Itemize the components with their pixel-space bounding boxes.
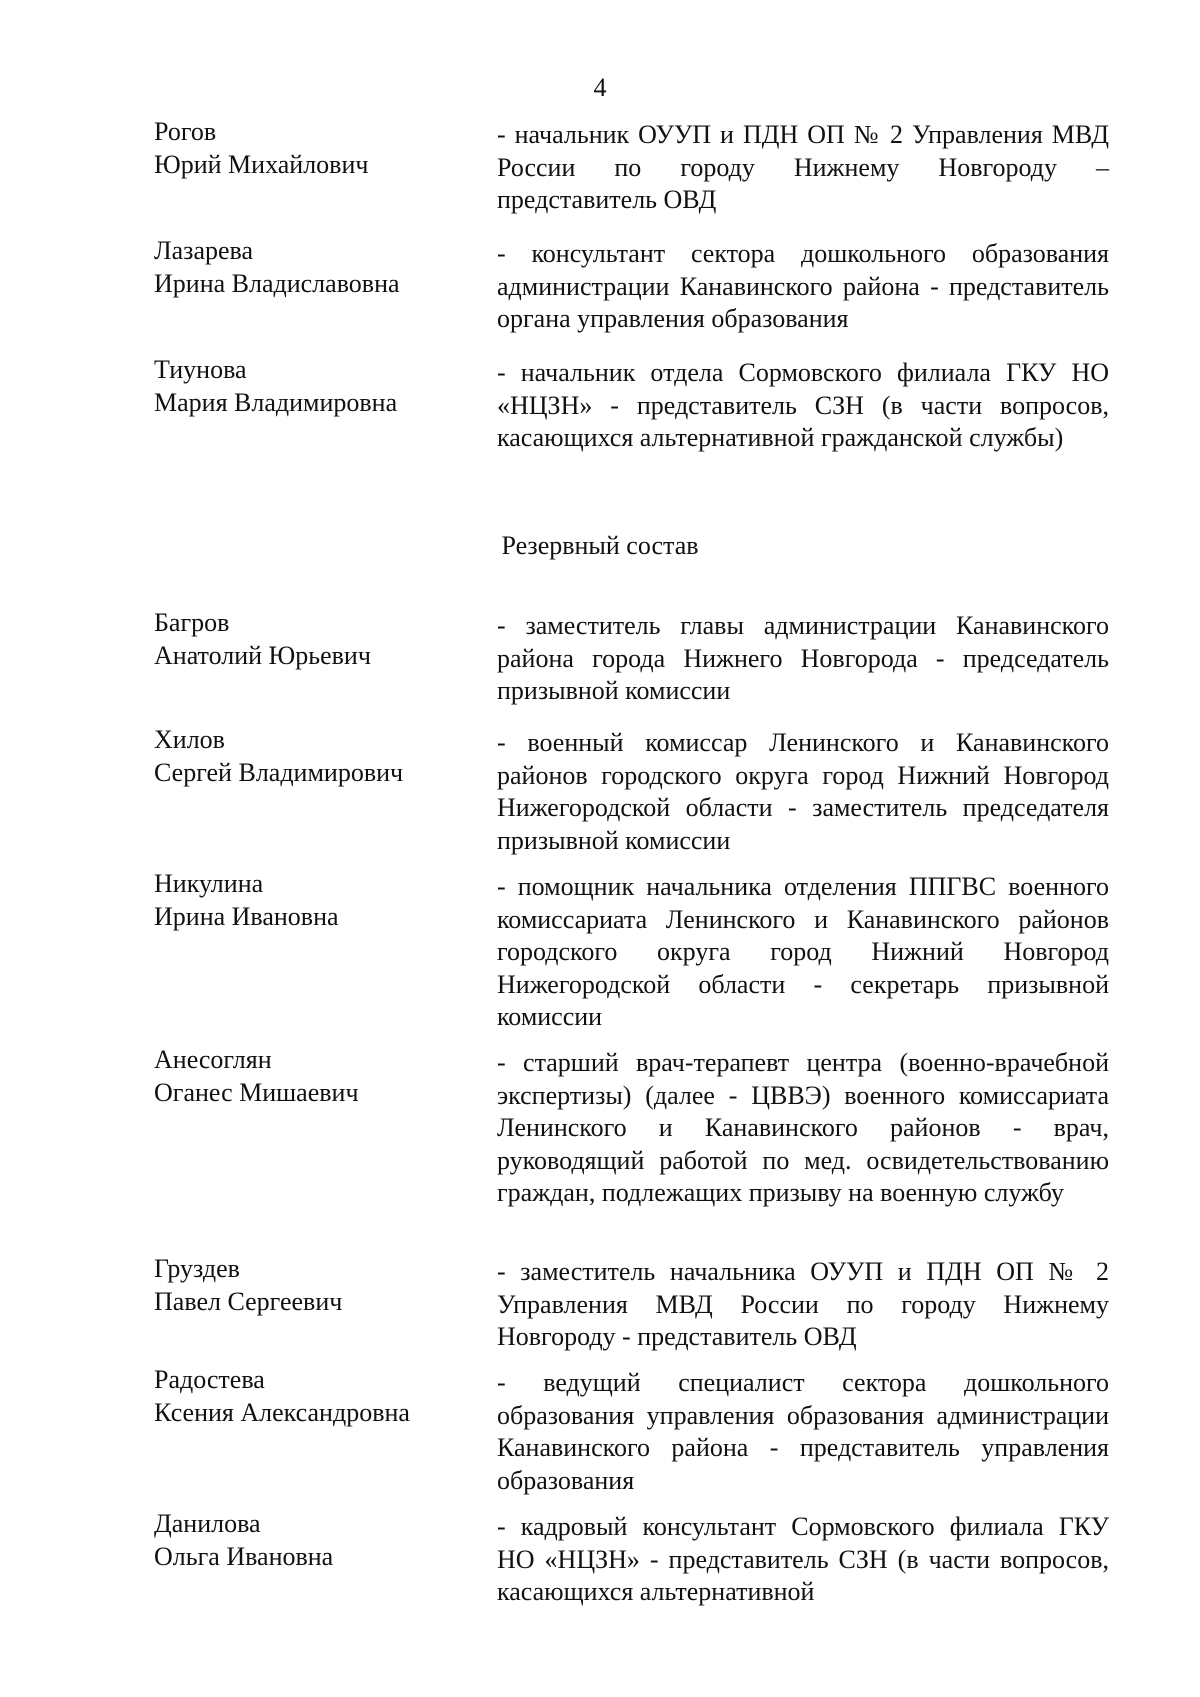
member-name bbox=[154, 116, 484, 181]
member-position: - военный комиссар Ленинского и Канавинского районов городского округа город Нижний Новгород Нижегородской области - заместитель председателя призывной комиссии bbox=[497, 728, 1109, 855]
member-surname: Никулина bbox=[154, 869, 264, 898]
member-surname: Рогов bbox=[154, 117, 217, 146]
member-surname: Багров bbox=[154, 608, 230, 637]
page-number: 4 bbox=[593, 73, 607, 102]
member-position: - кадровый консультант Сормовского филиала ГКУ НО «НЦЗН» - представитель СЗН (в части вопросов, касающихся альтернативной bbox=[497, 1512, 1109, 1606]
member-surname: Радостева bbox=[154, 1365, 265, 1394]
member-given-names: Юрий Михайлович bbox=[154, 149, 369, 179]
member-name bbox=[154, 607, 484, 672]
member-position: - начальник ОУУП и ПДН ОП № 2 Управления МВД России по городу Нижнему Новгороду – представитель ОВД bbox=[497, 120, 1109, 214]
member-position: - заместитель главы администрации Канавинского района города Нижнего Новгорода - председатель призывной комиссии bbox=[497, 611, 1109, 705]
member-surname: Данилова bbox=[154, 1509, 261, 1538]
member-given-names: Павел Сергеевич bbox=[154, 1286, 343, 1316]
member-name bbox=[154, 1044, 484, 1109]
member-given-names: Ксения Александровна bbox=[154, 1397, 410, 1427]
member-position: - консультант сектора дошкольного образования администрации Канавинского района - представитель органа управления образования bbox=[497, 239, 1109, 333]
member-given-names: Оганес Мишаевич bbox=[154, 1077, 359, 1107]
member-name bbox=[154, 235, 484, 300]
reserve-heading: Резервный состав bbox=[501, 531, 699, 560]
member-surname: Груздев bbox=[154, 1254, 240, 1283]
member-surname: Хилов bbox=[154, 725, 225, 754]
member-name bbox=[154, 1364, 484, 1429]
member-position: - старший врач-терапевт центра (военно-врачебной экспертизы) (далее - ЦВВЭ) военного комиссариата Ленинского и Канавинского районов - врач, руководящий работой по мед. освидетельствованию граждан, подлежащих призыву на военную службу bbox=[497, 1048, 1109, 1207]
member-surname: Тиунова bbox=[154, 355, 247, 384]
member-surname: Лазарева bbox=[154, 236, 253, 265]
member-surname: Анесоглян bbox=[154, 1045, 272, 1074]
member-position: - помощник начальника отделения ППГВС военного комиссариата Ленинского и Канавинского районов городского округа город Нижний Новгород Нижегородской области - секретарь призывной комиссии bbox=[497, 872, 1109, 1031]
member-given-names: Анатолий Юрьевич bbox=[154, 640, 371, 670]
member-name bbox=[154, 354, 484, 419]
member-position: - начальник отдела Сормовского филиала ГКУ НО «НЦЗН» - представитель СЗН (в части вопросов, касающихся альтернативной гражданской службы) bbox=[497, 358, 1109, 452]
member-given-names: Ольга Ивановна bbox=[154, 1541, 334, 1571]
member-given-names: Мария Владимировна bbox=[154, 387, 398, 417]
member-name bbox=[154, 868, 484, 933]
member-given-names: Сергей Владимирович bbox=[154, 757, 404, 787]
member-name bbox=[154, 724, 484, 789]
member-given-names: Ирина Ивановна bbox=[154, 901, 339, 931]
member-position: - заместитель начальника ОУУП и ПДН ОП № 2 Управления МВД России по городу Нижнему Новгороду - представитель ОВД bbox=[497, 1257, 1109, 1351]
member-position: - ведущий специалист сектора дошкольного образования управления образования администрации Канавинского района - представитель управления образования bbox=[497, 1368, 1109, 1495]
member-name bbox=[154, 1253, 484, 1318]
member-given-names: Ирина Владиславовна bbox=[154, 268, 400, 298]
member-name bbox=[154, 1508, 484, 1573]
